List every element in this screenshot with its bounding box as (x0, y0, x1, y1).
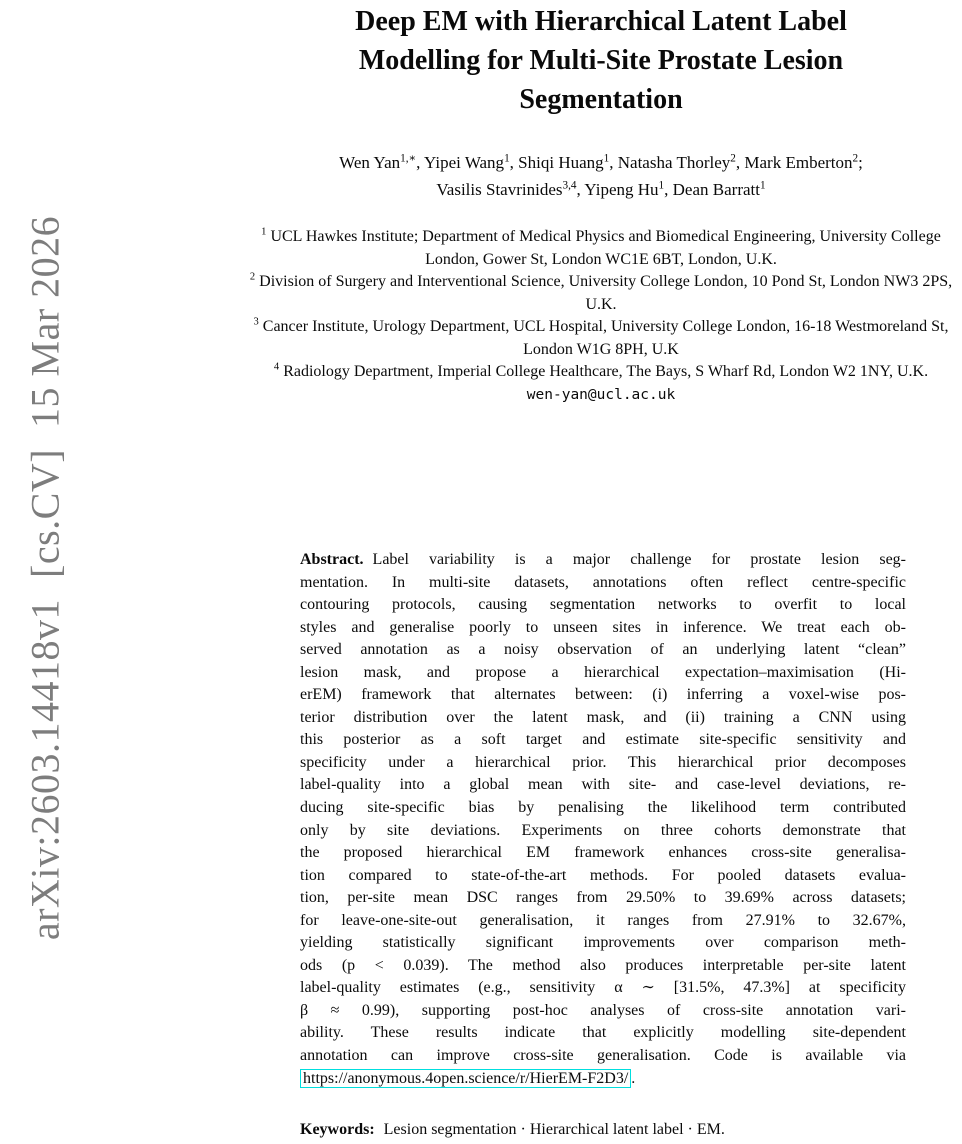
abstract-line: served annotation as a noisy observation of an underlying latent “clean” (300, 641, 906, 659)
affiliation-marker: 1 (261, 226, 267, 238)
author-name: Dean Barratt (672, 180, 760, 199)
author-name: Wen Yan (339, 153, 401, 172)
author-affiliation-marker: 1 (603, 152, 610, 165)
author-name: Shiqi Huang (518, 153, 604, 172)
author-separator: , (664, 180, 673, 199)
author-list (240, 149, 962, 203)
authors-line-1 (240, 149, 962, 176)
keywords-section (300, 1119, 906, 1142)
author-name: Natasha Thorley (617, 153, 731, 172)
author-affiliation-marker: 1 (504, 152, 510, 165)
author-separator: , (609, 153, 618, 172)
keywords-text: Lesion segmentation · Hierarchical latent label · EM. (383, 1121, 725, 1138)
abstract-line: contouring protocols, causing segmentation networks to overfit to local (300, 596, 906, 614)
author-name: Yipei Wang (424, 153, 505, 172)
author-affiliation-marker: 2 (730, 152, 736, 165)
affiliation-marker: 4 (273, 361, 280, 373)
author-separator: , (735, 153, 745, 172)
affiliation-text: Division of Surgery and Interventional Science, University College London, 10 Pond St, London NW3 2PS, U.K. (259, 273, 953, 313)
affiliation-text: UCL Hawkes Institute; Department of Medical Physics and Biomedical Engineering, University College London, Gower St, London WC1E 6BT, London, U.K. (270, 228, 941, 268)
abstract-line: the proposed hierarchical EM framework enhances cross-site generalisa- (300, 844, 906, 862)
affiliation-4 (240, 361, 962, 384)
affiliation-list (240, 226, 962, 406)
abstract-line: annotation can improve cross-site generalisation. Code is available via (300, 1047, 906, 1065)
author-separator: , (509, 153, 519, 172)
abstract-text: . (631, 1069, 636, 1087)
abstract-line: ods (p < 0.039). The method also produces interpretable per-site latent (300, 956, 906, 974)
author-affiliation-marker: 1 (759, 179, 766, 192)
abstract-line: yielding statistically significant improvements over comparison meth- (300, 934, 906, 952)
abstract-line: erEM) framework that alternates between: (i) inferring a voxel-wise pos- (300, 686, 906, 704)
affiliation-marker: 3 (253, 316, 259, 328)
abstract-line: tion compared to state-of-the-art methods. For pooled datasets evalua- (300, 866, 906, 884)
title-line: Modelling for Multi-Site Prostate Lesion (358, 45, 844, 76)
affiliation-1 (240, 226, 962, 271)
abstract-line: for leave-one-site-out generalisation, it ranges from 27.91% to 32.67%, (300, 911, 906, 929)
email-address: wen-yan@ucl.ac.uk (526, 386, 676, 403)
paper-header (240, 2, 962, 406)
title-line: Deep EM with Hierarchical Latent Label (355, 6, 847, 37)
abstract-line: label-quality into a global mean with site- and case-level deviations, re- (300, 776, 906, 794)
abstract-line (300, 549, 906, 572)
abstract-line: terior distribution over the latent mask, and (ii) training a CNN using (300, 708, 906, 726)
abstract-line: ducing site-specific bias by penalising the likelihood term contributed (300, 799, 906, 817)
abstract-section (300, 549, 906, 1090)
abstract-line (300, 1068, 906, 1091)
abstract-line: ability. These results indicate that explicitly modelling site-dependent (300, 1024, 906, 1042)
code-repository-link[interactable]: https://anonymous.4open.science/r/HierEM-F2D3/ (300, 1069, 631, 1088)
abstract-line: specificity under a hierarchical prior. This hierarchical prior decomposes (300, 753, 906, 771)
author-separator: , (576, 180, 585, 199)
author-name: Vasilis Stavrinides (436, 180, 563, 199)
abstract-line: mentation. In multi-site datasets, annotations often reflect centre-specific (300, 573, 906, 591)
author-separator: , (416, 153, 425, 172)
author-affiliation-marker: 3,4 (562, 179, 577, 192)
affiliation-2 (240, 271, 962, 316)
author-affiliation-marker: 2 (852, 152, 859, 165)
author-affiliation-marker: 1,∗ (400, 152, 417, 165)
abstract-line: β ≈ 0.99), supporting post-hoc analyses of cross-site annotation vari- (300, 1001, 906, 1019)
affiliation-3 (240, 316, 962, 361)
author-name: Mark Emberton (744, 153, 853, 172)
abstract-line: tion, per-site mean DSC ranges from 29.50% to 39.69% across datasets; (300, 889, 906, 907)
keywords-label: Keywords: (300, 1121, 375, 1138)
author-name: Yipeng Hu (584, 180, 659, 199)
abstract-line: this posterior as a soft target and estimate site-specific sensitivity and (300, 731, 906, 749)
abstract-line: label-quality estimates (e.g., sensitivity α ∼ [31.5%, 47.3%] at specificity (300, 979, 906, 997)
abstract-heading: Abstract. (300, 551, 364, 568)
abstract-line: styles and generalise poorly to unseen sites in inference. We treat each ob- (300, 618, 906, 636)
affiliation-text: Radiology Department, Imperial College Healthcare, The Bays, S Wharf Rd, London W2 1NY, U.K. (283, 363, 929, 380)
author-separator: ; (858, 153, 863, 172)
authors-line-2 (240, 176, 962, 203)
arxiv-watermark: arXiv:2603.14418v1 [cs.CV] 15 Mar 2026 (22, 215, 68, 941)
abstract-text: Label variability is a major challenge for prostate lesion seg- (372, 551, 906, 568)
paper-title (240, 2, 962, 119)
title-line: Segmentation (519, 84, 683, 115)
abstract-line: only by site deviations. Experiments on three cohorts demonstrate that (300, 821, 906, 839)
abstract-line: lesion mask, and propose a hierarchical expectation–maximisation (Hi- (300, 663, 906, 681)
affiliation-marker: 2 (249, 271, 256, 283)
author-affiliation-marker: 1 (658, 179, 665, 192)
affiliation-text: Cancer Institute, Urology Department, UCL Hospital, University College London, 16-18 Westmoreland St, London W1G 8PH, U.K (262, 318, 949, 358)
